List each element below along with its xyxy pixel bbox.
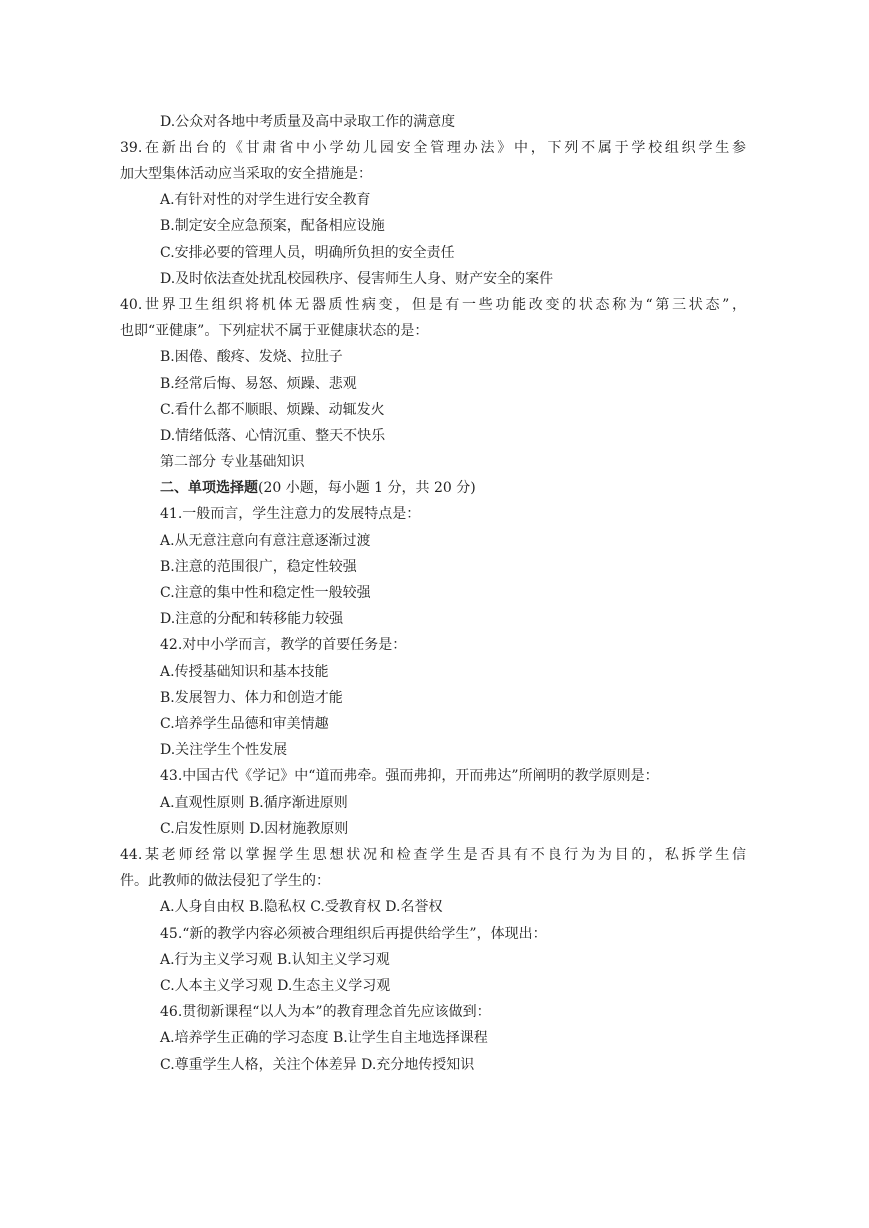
q41-option-d: D.注意的分配和转移能力较强: [160, 611, 344, 627]
q42-option-c: C.培养学生品德和审美情趣: [160, 716, 329, 732]
q39-stem-line1: 39.在新出台的《甘肃省中小学幼儿园安全管理办法》中，下列不属于学校组织学生参: [120, 140, 746, 156]
part-two-heading: 第二部分 专业基础知识: [160, 454, 305, 470]
q46-options-ab: A.培养学生正确的学习态度 B.让学生自主地选择课程: [160, 1030, 488, 1046]
section-title: 二、单项选择题: [160, 480, 258, 496]
q43-stem: 43.中国古代《学记》中“道而弗牵。强而弗抑，开而弗达”所阐明的教学原则是：: [160, 768, 659, 784]
q40-option-a: B.困倦、酸疼、发烧、拉肚子: [160, 349, 343, 365]
q40-stem-line1: 40.世界卫生组织将机体无器质性病变，但是有一些功能改变的状态称为“第三状态”，: [120, 297, 746, 313]
q44-options: A.人身自由权 B.隐私权 C.受教育权 D.名誉权: [160, 899, 443, 915]
q41-option-c: C.注意的集中性和稳定性一般较强: [160, 585, 371, 601]
q41-stem: 41.一般而言，学生注意力的发展特点是：: [160, 506, 421, 522]
q46-options-cd: C.尊重学生人格，关注个体差异 D.充分地传授知识: [160, 1057, 475, 1073]
q44-stem-line2: 件。此教师的做法侵犯了学生的：: [120, 873, 330, 889]
q40-option-c: C.看什么都不顺眼、烦躁、动辄发火: [160, 402, 385, 418]
q39-option-b: B.制定安全应急预案，配备相应设施: [160, 218, 385, 234]
q45-options-cd: C.人本主义学习观 D.生态主义学习观: [160, 978, 391, 994]
q46-stem: 46.贯彻新课程“以人为本”的教育理念首先应该做到：: [160, 1004, 491, 1020]
section-note: (20 小题，每小题 1 分，共 20 分): [258, 480, 476, 496]
q42-stem: 42.对中小学而言，教学的首要任务是：: [160, 637, 407, 653]
q39-option-c: C.安排必要的管理人员，明确所负担的安全责任: [160, 245, 455, 261]
q43-options-cd: C.启发性原则 D.因材施教原则: [160, 821, 349, 837]
q40-stem-line2: 也即“亚健康”。下列症状不属于亚健康状态的是：: [120, 323, 429, 339]
q45-stem: 45.“新的教学内容必须被合理组织后再提供给学生”，体现出：: [160, 926, 547, 942]
q39-stem-line2: 加大型集体活动应当采取的安全措施是：: [120, 166, 372, 182]
q39-option-d: D.及时依法查处扰乱校园秩序、侵害师生人身、财产安全的案件: [160, 271, 554, 287]
q45-options-ab: A.行为主义学习观 B.认知主义学习观: [160, 952, 390, 968]
q39-option-a: A.有针对性的对学生进行安全教育: [160, 192, 371, 208]
section-heading: [160, 477, 476, 499]
q40-option-b: B.经常后悔、易怒、烦躁、悲观: [160, 376, 357, 392]
q38-option-d: D.公众对各地中考质量及高中录取工作的满意度: [160, 114, 456, 130]
q42-option-b: B.发展智力、体力和创造才能: [160, 690, 343, 706]
q42-option-a: A.传授基础知识和基本技能: [160, 664, 329, 680]
q41-option-b: B.注意的范围很广，稳定性较强: [160, 559, 357, 575]
q43-options-ab: A.直观性原则 B.循序渐进原则: [160, 795, 348, 811]
q44-stem-line1: 44.某老师经常以掌握学生思想状况和检查学生是否具有不良行为为目的，私拆学生信: [120, 847, 746, 863]
q41-option-a: A.从无意注意向有意注意逐渐过渡: [160, 533, 371, 549]
q42-option-d: D.关注学生个性发展: [160, 742, 288, 758]
q40-option-d: D.情绪低落、心情沉重、整天不快乐: [160, 428, 386, 444]
